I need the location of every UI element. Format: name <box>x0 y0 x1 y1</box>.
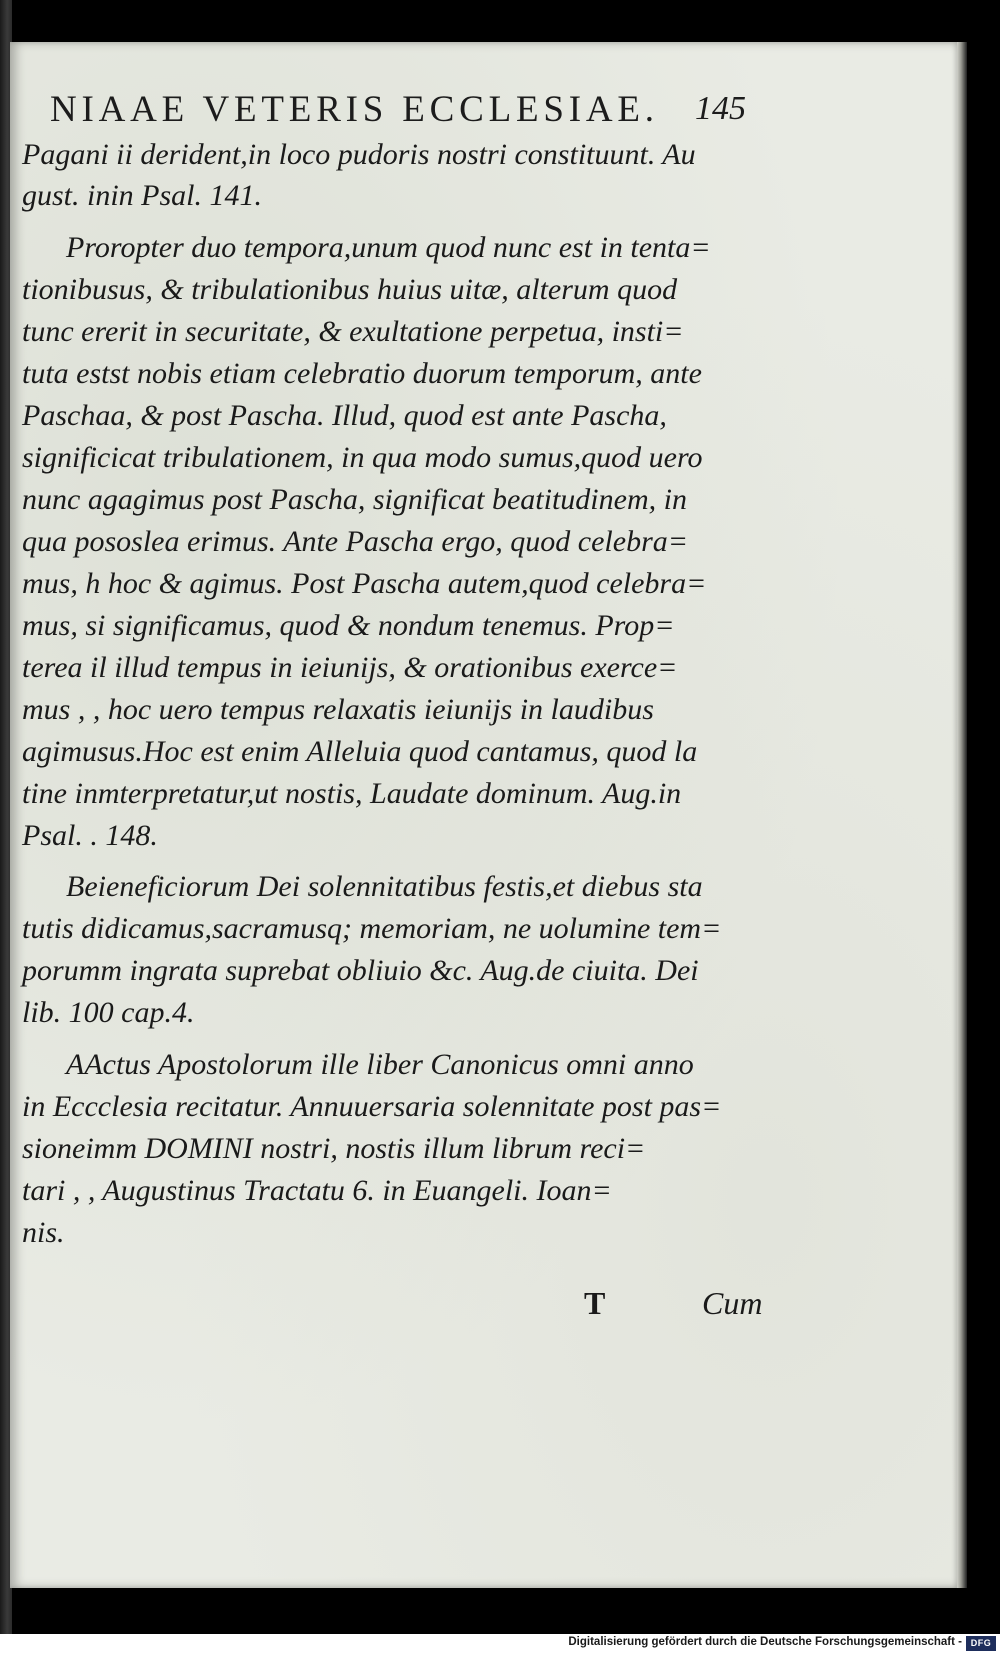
text-line: Beieneficiorum Dei solennitatibus festis,et diebus sta <box>66 870 703 903</box>
text-line: AActus Apostolorum ille liber Canonicus omni anno <box>66 1048 694 1081</box>
text-line: gust. inin Psal. 141. <box>22 179 263 212</box>
text-line: mus, h hoc & agimus. Post Pascha autem,quod celebra= <box>22 567 707 600</box>
running-title: NIAAE VETERIS ECCLESIAE. <box>50 89 659 130</box>
text-line: nis. <box>22 1216 65 1249</box>
text-line: Psal. . 148. <box>22 819 158 852</box>
dfg-logo: DFG <box>966 1636 996 1651</box>
text-line: terea il illud tempus in ieiunijs, & orationibus exerce= <box>22 651 678 684</box>
running-head <box>40 88 760 134</box>
funding-credit: Digitalisierung gefördert durch die Deutsche Forschungsgemeinschaft - <box>568 1636 962 1648</box>
text-line: tunc ererit in securitate, & exultatione perpetua, insti= <box>22 315 684 348</box>
page-fore-edge <box>957 42 967 1588</box>
text-line: Pagani ii derident,in loco pudoris nostri constituunt. Au <box>22 138 696 171</box>
text-line: qua pososlea erimus. Ante Pascha ergo, quod celebra= <box>22 525 688 558</box>
text-line: tutis didicamus,sacramusq; memoriam, ne uolumine tem= <box>22 912 722 945</box>
text-line: tuta estst nobis etiam celebratio duorum temporum, ante <box>22 357 702 390</box>
text-line: lib. 100 cap.4. <box>22 996 195 1029</box>
text-line: agimusus.Hoc est enim Alleluia quod cantamus, quod la <box>22 735 698 768</box>
text-line: sioneimm DOMINI nostri, nostis illum librum reci= <box>22 1132 646 1165</box>
text-line: tionibusus, & tribulationibus huius uitæ, alterum quod <box>22 273 678 306</box>
text-line: nunc agagimus post Pascha, significat beatitudinem, in <box>22 483 687 516</box>
signature-mark: T <box>584 1285 606 1321</box>
text-line: porumm ingrata suprebat obliuio &c. Aug.de ciuita. Dei <box>22 954 699 987</box>
catchword: Cum <box>702 1285 763 1321</box>
text-line: Proropter duo tempora,unum quod nunc est in tenta= <box>66 231 711 264</box>
text-line: mus , , hoc uero tempus relaxatis ieiunijs in laudibus <box>22 693 654 726</box>
text-line: in Eccclesia recitatur. Annuuersaria solennitate post pas= <box>22 1090 722 1123</box>
text-line: Paschaa, & post Pascha. Illud, quod est ante Pascha, <box>22 399 667 432</box>
catchwords <box>580 1285 770 1331</box>
text-line: significicat tribulationem, in qua modo sumus,quod uero <box>22 441 703 474</box>
page-number: 145 <box>695 90 746 127</box>
text-line: tine inmterpretatur,ut nostis, Laudate dominum. Aug.in <box>22 777 682 810</box>
digitization-footer <box>0 1634 1000 1654</box>
text-line: tari , , Augustinus Tractatu 6. in Euangeli. Ioan= <box>22 1174 612 1207</box>
text-line: mus, si significamus, quod & nondum tenemus. Prop= <box>22 609 675 642</box>
